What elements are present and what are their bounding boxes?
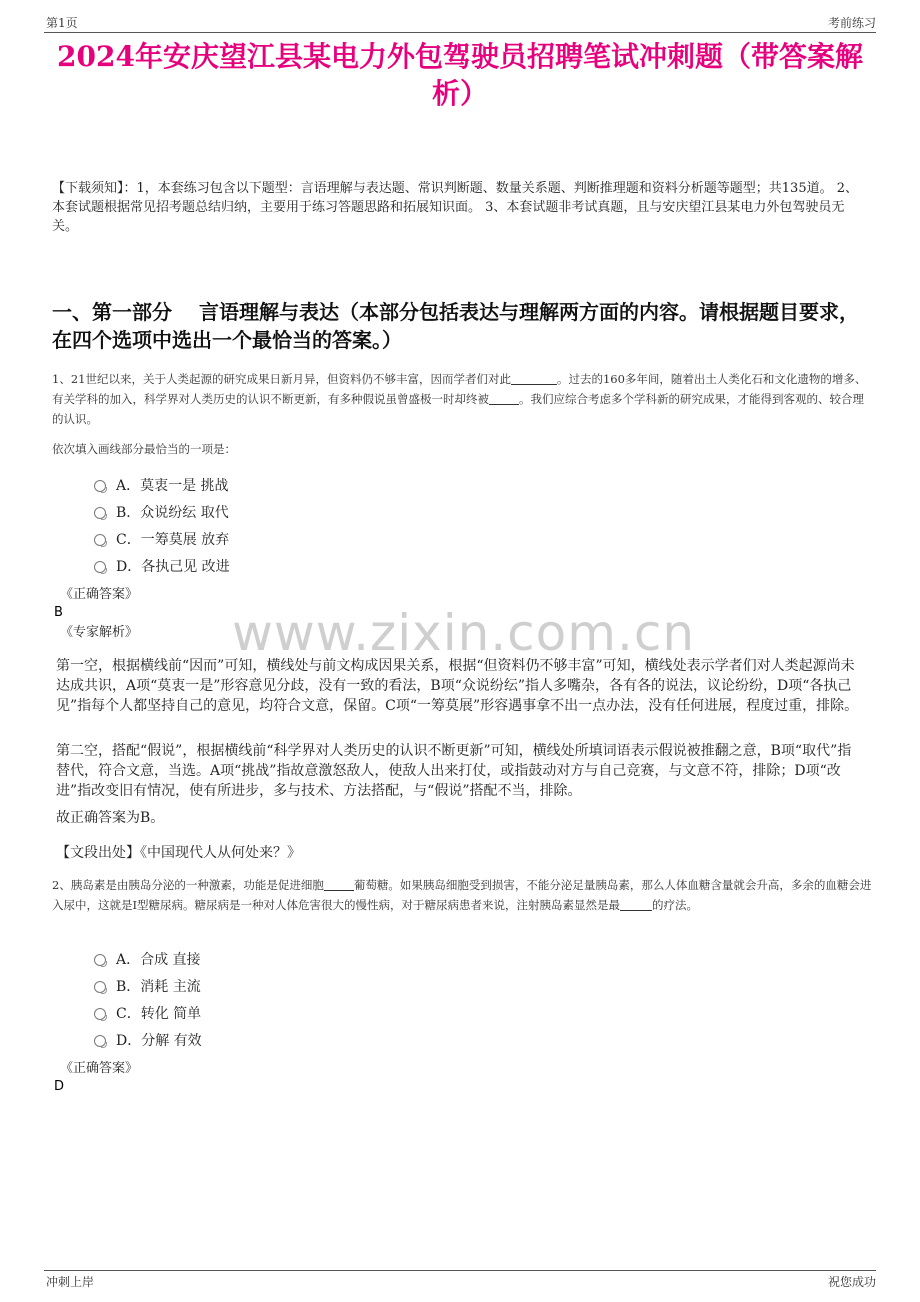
answer-blank: [324, 877, 354, 891]
radio-icon[interactable]: [94, 981, 106, 993]
question-1-text-b: 。过去的160多年间，随着出土人类化石和文化遗物的增多、有关学科的加入，科学界对人类历史的认识不断更新，有多种假说虽曾盛极一时却终被: [52, 372, 867, 406]
question-2-text-a: 2、胰岛素是由胰岛分泌的一种激素，功能是促进细胞: [52, 878, 324, 892]
question-2-text-c: 的疗法。: [652, 898, 699, 912]
q1-source: 【文段出处】《中国现代人从何处来？》: [56, 845, 301, 861]
question-1-prompt: 依次填入画线部分最恰当的一项是：: [52, 442, 236, 456]
q2-answer: D: [54, 1079, 65, 1094]
question-1-text: [52, 369, 874, 429]
radio-icon[interactable]: [94, 534, 106, 546]
answer-blank: [511, 371, 557, 385]
option-label: D．各执己见 改进: [116, 559, 230, 575]
option-label: A．莫衷一是 挑战: [116, 478, 229, 494]
radio-icon[interactable]: [94, 507, 106, 519]
q1-analysis-label: 《专家解析》: [60, 625, 139, 640]
question-2-text-b: 葡萄糖。如果胰岛细胞受到损害，不能分泌足量胰岛素，那么人体血糖含量就会升高，多余的血糖会进入尿中，这就是I型糖尿病。糖尿病是一种对人体危害很大的慢性病，对于糖尿病患者来说，注射胰岛素显然是最: [52, 878, 872, 912]
radio-icon[interactable]: [94, 954, 106, 966]
question-1-text-c: 。我们应综合考虑多个学科新的研究成果，才能得到客观的、较合理的认识。: [52, 392, 864, 426]
q1-answer: B: [54, 605, 63, 620]
page-number: 第1页: [46, 16, 78, 30]
header-tag: 考前练习: [827, 16, 876, 30]
radio-icon[interactable]: [94, 1008, 106, 1020]
option-label: C．转化 简单: [116, 1006, 202, 1022]
footer-left-text: 冲刺上岸: [46, 1275, 95, 1289]
radio-icon[interactable]: [94, 480, 106, 492]
header-divider: [44, 32, 876, 33]
q2-option-d[interactable]: [94, 1031, 202, 1051]
q1-option-d[interactable]: [94, 557, 230, 577]
question-2-text: [52, 875, 874, 915]
q2-option-b[interactable]: [94, 977, 201, 997]
question-1-text-a: 1、21世纪以来，关于人类起源的研究成果日新月异，但资料仍不够丰富，因而学者们对此: [52, 372, 511, 386]
q1-option-a[interactable]: [94, 476, 229, 496]
option-label: D．分解 有效: [116, 1033, 202, 1049]
option-label: B．消耗 主流: [116, 979, 201, 995]
q1-option-b[interactable]: [94, 503, 229, 523]
document-title: 2024年安庆望江县某电力外包驾驶员招聘笔试冲刺题（带答案解析）: [57, 40, 863, 110]
q2-option-c[interactable]: [94, 1004, 201, 1024]
q1-conclusion: 故正确答案为B。: [56, 810, 165, 826]
answer-blank: [620, 897, 652, 911]
q1-answer-label: 《正确答案》: [60, 587, 139, 602]
footer-divider: [44, 1270, 876, 1271]
option-label: A．合成 直接: [116, 952, 201, 968]
answer-blank: [489, 391, 519, 405]
download-notice: 【下载须知】：1，本套练习包含以下题型：言语理解与表达题、常识判断题、数量关系题、判断推理题和资料分析题等题型；共135道。 2、本套试题根据常见招考题总结归纳，主要用于练习答题思路和拓展知识面。 3、本套试题非考试真题，且与安庆望江县某电力外包驾驶员无关。: [52, 181, 858, 234]
watermark: www.zixin.com.cn: [232, 604, 696, 662]
radio-icon[interactable]: [94, 1035, 106, 1047]
q2-answer-label: 《正确答案》: [60, 1061, 139, 1076]
radio-icon[interactable]: [94, 561, 106, 573]
section-title: 一、第一部分 言语理解与表达（本部分包括表达与理解两方面的内容。请根据题目要求，在四个选项中选出一个最恰当的答案。）: [52, 300, 859, 352]
footer-right-text: 祝您成功: [827, 1275, 876, 1289]
option-label: B．众说纷纭 取代: [116, 505, 229, 521]
q1-analysis-paragraph-2: 第二空，搭配“假说”，根据横线前“科学界对人类历史的认识不断更新”可知，横线处所填词语表示假说被推翻之意，B项“取代”指替代，符合文意，当选。A项“挑战”指故意激怒敌人，使敌人出来打仗，或指鼓动对方与自己竞赛，与文意不符，排除；D项“改进”指改变旧有情况，使有所进步，多与技术、方法搭配，与“假说”搭配不当，排除。: [56, 743, 852, 799]
q1-analysis-paragraph-1: 第一空，根据横线前“因而”可知，横线处与前文构成因果关系，根据“但资料仍不够丰富”可知，横线处表示学者们对人类起源尚未达成共识，A项“莫衷一是”形容意见分歧，没有一致的看法，B项“众说纷纭”指人多嘴杂，各有各的说法，议论纷纷，D项“各执己见”指每个人都坚持自己的意见，均符合文意，保留。C项“一筹莫展”形容遇事拿不出一点办法，没有任何进展，程度过重，排除。: [56, 658, 859, 714]
option-label: C．一筹莫展 放弃: [116, 532, 230, 548]
q2-option-a[interactable]: [94, 950, 201, 970]
q1-option-c[interactable]: [94, 530, 229, 550]
